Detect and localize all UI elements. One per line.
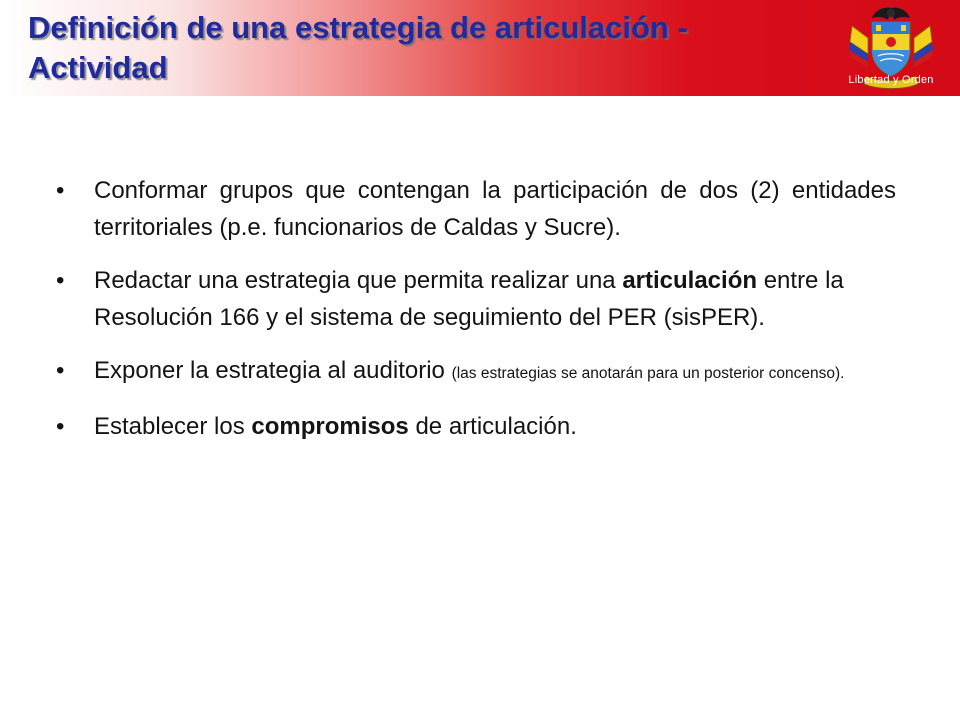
title-line-2: Actividad	[28, 50, 168, 85]
motto-text: Libertad y Orden	[848, 74, 934, 86]
slide-title	[28, 8, 848, 88]
title-band	[0, 0, 960, 96]
bullet-item-4	[56, 408, 896, 445]
bullet-marker: •	[56, 357, 65, 384]
bullet-4-text-post: de articulación.	[408, 413, 577, 440]
bullet-2-text-pre: Redactar una estrategia que permita realizar una	[94, 267, 623, 294]
bullet-marker: •	[56, 177, 65, 204]
bullet-2-bold-term: articulación	[622, 267, 758, 294]
bullet-4-bold-term: compromisos	[251, 413, 409, 440]
bullet-item-2	[56, 262, 896, 336]
bullet-marker: •	[56, 413, 65, 440]
bullet-4-text-pre: Establecer los	[94, 413, 252, 440]
bullet-1-text: Conformar grupos que contengan la participación de dos (2) entidades territoriales (p.e. funcionarios de Caldas y Sucre).	[94, 177, 896, 241]
title-line-1: Definición de una estrategia de articulación -	[28, 10, 688, 45]
bullet-item-1	[56, 172, 896, 246]
bullet-list	[56, 172, 896, 461]
bullet-item-3	[56, 352, 896, 392]
bullet-3-note: (las estrategias se anotarán para un posterior concenso).	[451, 365, 845, 382]
bullet-marker: •	[56, 267, 65, 294]
bullet-3-text: Exponer la estrategia al auditorio	[94, 357, 452, 384]
bullet-2-text-post: entre la Resolución 166 y el sistema de seguimiento del PER (sisPER).	[94, 267, 844, 331]
